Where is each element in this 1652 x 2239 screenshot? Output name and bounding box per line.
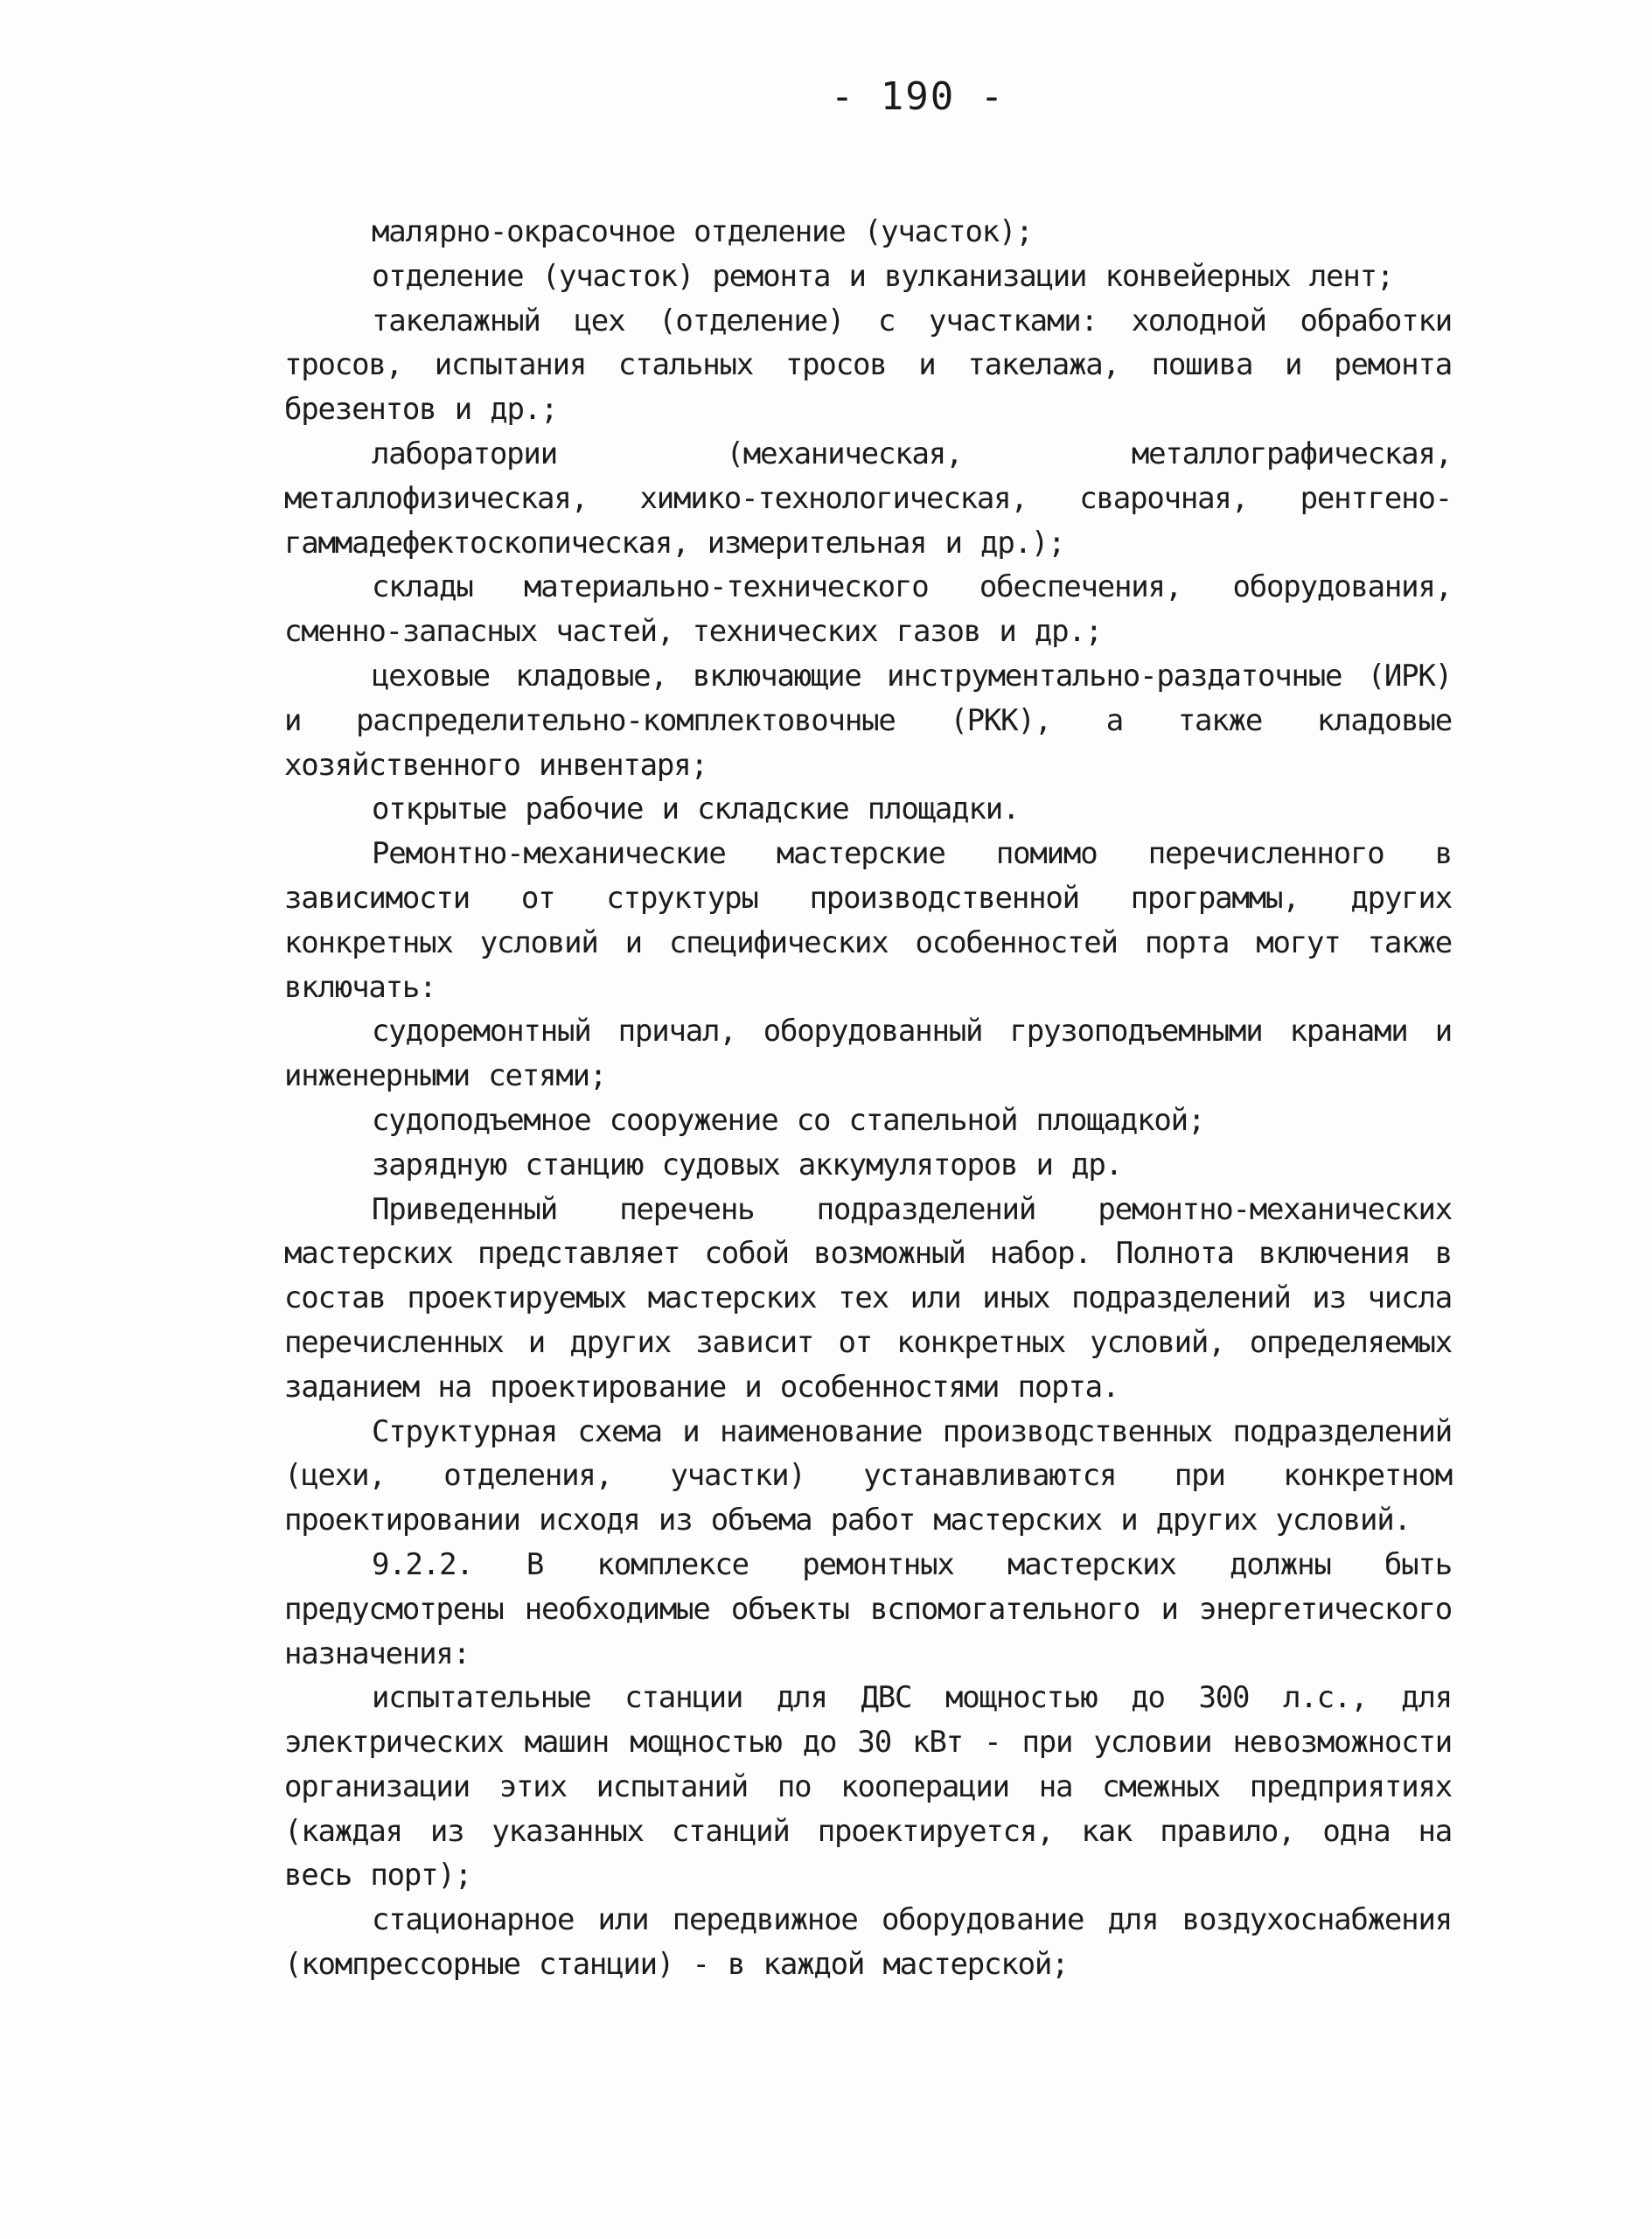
- page-number: - 190 -: [830, 74, 1006, 119]
- paragraph: зарядную станцию судовых аккумуляторов и др.: [372, 1147, 1122, 1182]
- paragraph: судоподъемное сооружение со стапельной площадкой;: [372, 1102, 1205, 1138]
- paragraph: отделение (участок) ремонта и вулканизации конвейерных лент;: [372, 258, 1394, 294]
- paragraph: такелажный цех (отделение) с участками: холодной обработки тросов, испытания стальных тросов и такелажа, пошива и ремонта брезентов и др.;: [284, 303, 1452, 428]
- section-paragraph: 9.2.2. В комплексе ремонтных мастерских должны быть предусмотрены необходимые объекты вспомогательного и энергетического назначения:: [284, 1546, 1452, 1671]
- paragraph: испытательные станции для ДВС мощностью до 300 л.с., для электрических машин мощностью до 30 кВт - при условии невозможности организации этих испытаний по кооперации на смежных предприятиях (каждая из указанных станций проектируется, как правило, одна на весь порт);: [284, 1680, 1452, 1894]
- paragraph: цеховые кладовые, включающие инструментально-раздаточные (ИРК) и распределительно-комплектовочные (РКК), а также кладовые хозяйственного инвентаря;: [284, 658, 1452, 783]
- paragraph: открытые рабочие и складские площадки.: [372, 792, 1020, 827]
- paragraph: Структурная схема и наименование производственных подразделений (цехи, отделения, участки) устанавливаются при конкретном проектировании исходя из объема работ мастерских и других условий.: [284, 1413, 1452, 1538]
- paragraph: стационарное или передвижное оборудование для воздухоснабжения (компрессорные станции) - в каждой мастерской;: [284, 1902, 1452, 1983]
- paragraph: малярно-окрасочное отделение (участок);: [372, 214, 1033, 249]
- paragraph: склады материально-технического обеспечения, оборудования, сменно-запасных частей, технических газов и др.;: [284, 569, 1452, 650]
- paragraph: Приведенный перечень подразделений ремонтно-механических мастерских представляет собой возможный набор. Полнота включения в состав проектируемых мастерских тех или иных подразделений из числа перечисленных и других зависит от конкретных условий, определяемых заданием на проектирование и особенностями порта.: [284, 1191, 1452, 1405]
- paragraph: Ремонтно-механические мастерские помимо перечисленного в зависимости от структуры производственной программы, других конкретных условий и специфических особенностей порта могут также включать:: [284, 836, 1452, 1005]
- body-text: [284, 210, 1452, 1987]
- paragraph: лаборатории (механическая, металлографическая, металлофизическая, химико-технологическая, сварочная, рентгено-гаммадефектоскопическая, измерительная и др.);: [284, 436, 1452, 561]
- paragraph: судоремонтный причал, оборудованный грузоподъемными кранами и инженерными сетями;: [284, 1014, 1452, 1094]
